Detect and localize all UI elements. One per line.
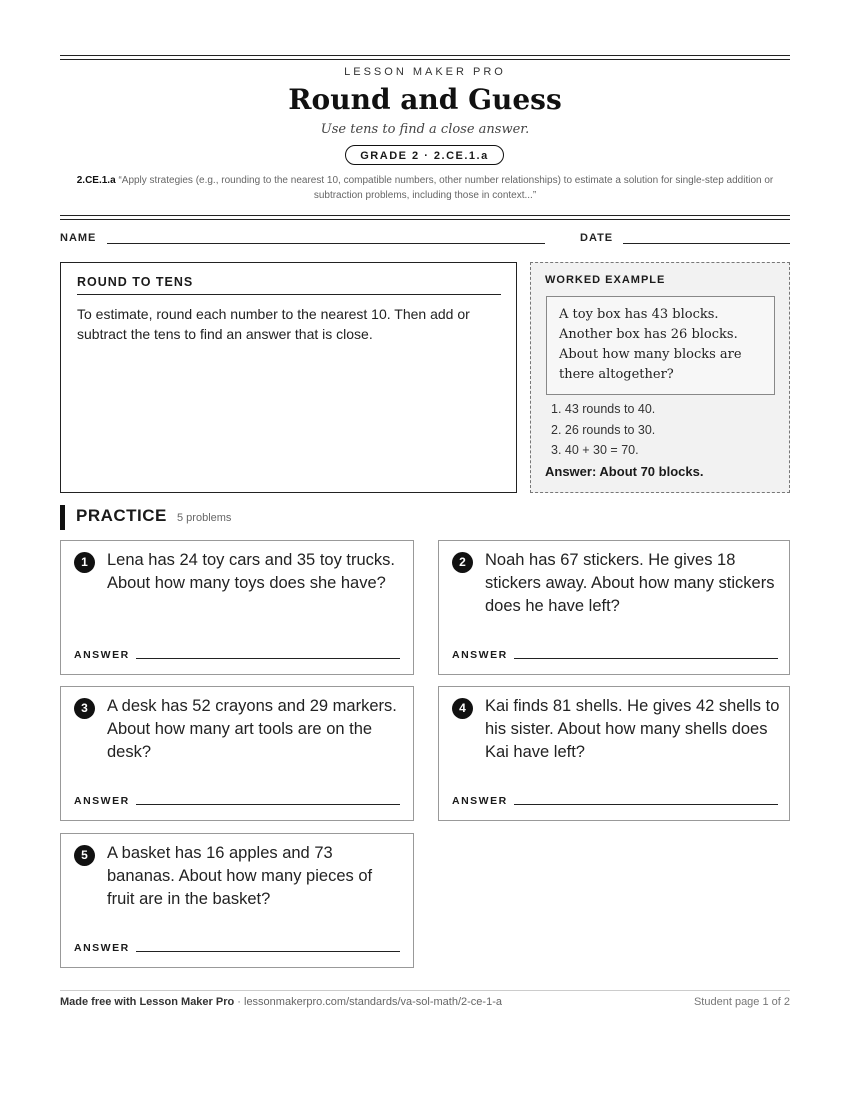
answer-field[interactable] <box>514 658 778 659</box>
answer-field[interactable] <box>136 951 400 952</box>
footer-credit <box>60 996 502 1008</box>
brand-name: LESSON MAKER PRO <box>344 66 506 78</box>
problem-card-1 <box>60 540 414 675</box>
concept-heading: ROUND TO TENS <box>77 275 501 295</box>
problem-text: A desk has 52 crayons and 29 markers. About how many art tools are on the desk? <box>107 697 397 761</box>
problem-card-3 <box>60 686 414 821</box>
worked-example-step: 3. 40 + 30 = 70. <box>551 443 639 457</box>
problem-number-badge: 5 <box>74 845 95 866</box>
date-field[interactable] <box>623 243 790 244</box>
page-title: Round and Guess <box>288 83 562 116</box>
problem-text: Kai finds 81 shells. He gives 42 shells to his sister. About how many shells does Kai have left? <box>485 697 780 761</box>
worked-example-step: 1. 43 rounds to 40. <box>551 402 656 416</box>
answer-label: ANSWER <box>74 942 130 954</box>
answer-label: ANSWER <box>74 649 130 661</box>
answer-label: ANSWER <box>452 795 508 807</box>
problem-number-badge: 3 <box>74 698 95 719</box>
answer-field[interactable] <box>136 804 400 805</box>
worked-example-steps <box>551 399 655 461</box>
standard-code: 2.CE.1.a <box>76 175 116 186</box>
footer-made-with: Made free with Lesson Maker Pro <box>60 996 235 1008</box>
concept-text: To estimate, round each number to the nearest 10. Then add or subtract the tens to find an answer that is close. <box>77 306 470 342</box>
problem-number-badge: 1 <box>74 552 95 573</box>
practice-accent-bar <box>60 505 65 530</box>
top-double-rule <box>60 55 790 60</box>
problem-card-2 <box>438 540 790 675</box>
problem-text: Noah has 67 stickers. He gives 18 stickers away. About how many stickers does he have left? <box>485 551 775 615</box>
problem-number-badge: 4 <box>452 698 473 719</box>
problem-text: A basket has 16 apples and 73 bananas. About how many pieces of fruit are in the basket? <box>107 844 373 908</box>
header-bottom-rule <box>60 215 790 220</box>
problem-text: Lena has 24 toy cars and 35 toy trucks. About how many toys does she have? <box>107 551 396 592</box>
grade-badge: GRADE 2 · 2.CE.1.a <box>345 145 504 165</box>
answer-field[interactable] <box>514 804 778 805</box>
answer-label: ANSWER <box>74 795 130 807</box>
concept-box <box>60 262 517 493</box>
standard-text: “Apply strategies (e.g., rounding to the nearest 10, compatible numbers, other number relationships) to estimate a solution for single-step addition or subtraction problems, including those in context...” <box>118 175 774 201</box>
answer-label: ANSWER <box>452 649 508 661</box>
standard-description <box>60 173 790 203</box>
practice-heading: PRACTICE <box>76 506 167 525</box>
problem-card-4 <box>438 686 790 821</box>
page-subtitle: Use tens to find a close answer. <box>320 122 530 137</box>
worked-example-answer: Answer: About 70 blocks. <box>545 464 704 479</box>
worked-example-story: A toy box has 43 blocks. Another box has 26 blocks. About how many blocks are there altogether? <box>546 296 775 395</box>
worked-example-heading: WORKED EXAMPLE <box>545 274 666 286</box>
footer-divider <box>60 990 790 991</box>
answer-field[interactable] <box>136 658 400 659</box>
footer-url[interactable]: · lessonmakerpro.com/standards/va-sol-math/2-ce-1-a <box>234 996 502 1008</box>
problem-number-badge: 2 <box>452 552 473 573</box>
date-label: DATE <box>580 232 614 244</box>
practice-count: 5 problems <box>177 512 232 524</box>
footer-page-number: Student page 1 of 2 <box>693 996 790 1008</box>
problem-card-5 <box>60 833 414 968</box>
name-label: NAME <box>60 232 97 244</box>
name-field[interactable] <box>107 243 545 244</box>
worked-example-box <box>530 262 790 493</box>
worked-example-step: 2. 26 rounds to 30. <box>551 422 656 437</box>
